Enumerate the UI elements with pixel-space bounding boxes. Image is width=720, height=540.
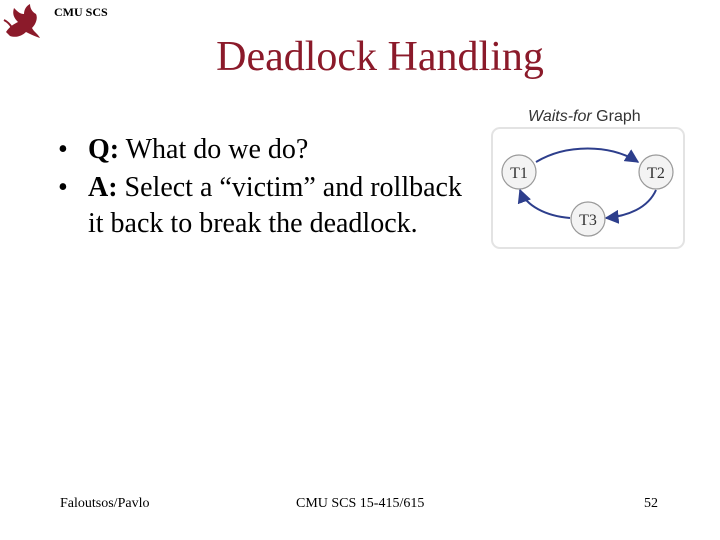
bullet-lead: Q: [88, 134, 120, 165]
footer-authors: Faloutsos/Pavlo [60, 496, 150, 511]
edge-t2-t3 [606, 190, 656, 218]
footer-course: CMU SCS 15-415/615 [296, 496, 425, 511]
bullet-list [58, 132, 478, 244]
graph-canvas [488, 108, 688, 254]
slide-title: Deadlock Handling [216, 34, 544, 80]
node-label: T3 [579, 212, 597, 229]
org-label: CMU SCS [54, 5, 108, 19]
node-label: T2 [647, 165, 665, 182]
bullet-text: What do we do? [119, 134, 309, 165]
node-t1 [502, 155, 536, 189]
bullet-text: Select a “victim” and rollback it back to break the deadlock. [88, 172, 462, 239]
waits-for-graph [488, 108, 688, 254]
node-t3 [571, 202, 605, 236]
edge-t3-t1 [520, 190, 570, 218]
bullet-lead: A: [88, 172, 118, 203]
bullet-item-question [58, 132, 478, 168]
page-number: 52 [644, 496, 658, 511]
graph-title-rest: Graph [591, 108, 641, 125]
bullet-dot: • [58, 172, 68, 203]
node-label: T1 [510, 165, 528, 182]
edge-t1-t2 [536, 149, 638, 163]
bullet-dot: • [58, 134, 68, 165]
node-t2 [639, 155, 673, 189]
bullet-item-answer [58, 170, 478, 242]
graph-title-italic: Waits-for [528, 108, 592, 125]
